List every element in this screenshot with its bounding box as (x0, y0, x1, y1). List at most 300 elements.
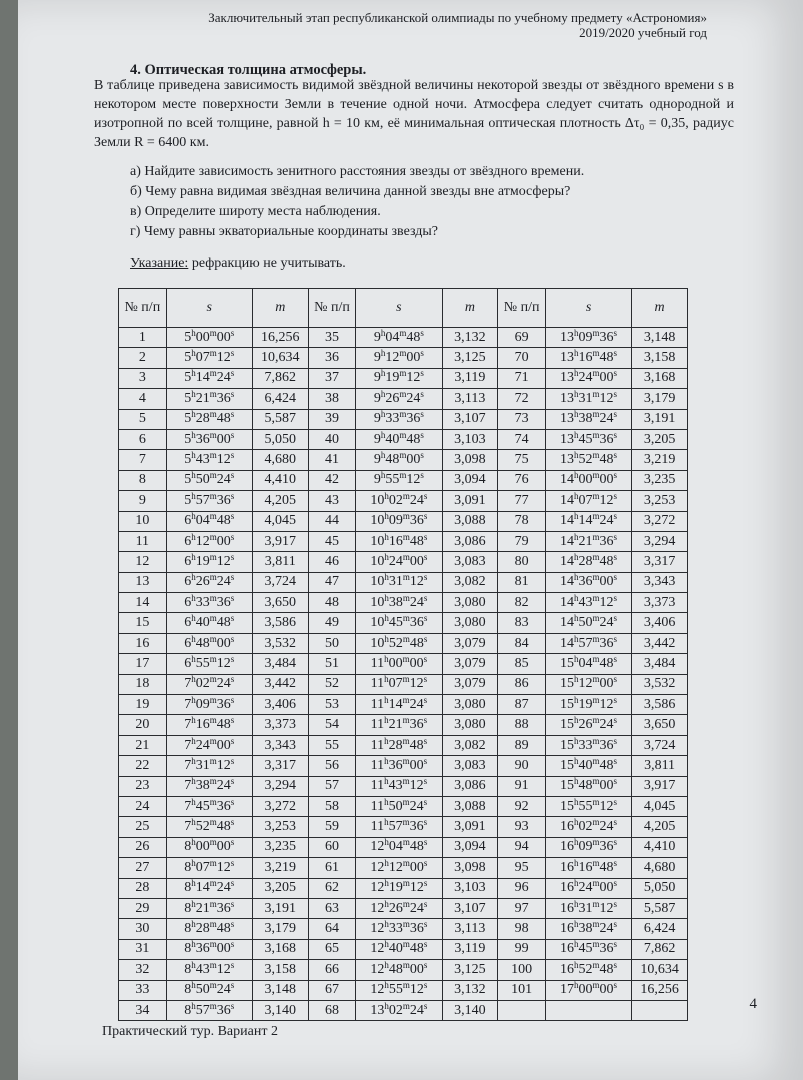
cell-magnitude: 3,079 (442, 654, 498, 674)
time-minutes: 19 (385, 370, 400, 386)
cell-magnitude: 5,050 (632, 878, 688, 898)
time-hours: 10 (370, 615, 385, 631)
time-seconds: 48 (409, 839, 424, 855)
cell-sidereal-time: 7$^h$02$^m$24$^s$ (166, 674, 252, 694)
time-seconds: 24 (216, 472, 231, 488)
time-hours: 14 (560, 615, 575, 631)
cell-magnitude: 3,317 (632, 552, 688, 572)
time-seconds: 48 (406, 329, 421, 345)
time-minutes: 21 (195, 390, 210, 406)
cell-magnitude: 7,862 (252, 368, 308, 388)
time-hours: 9 (373, 329, 381, 345)
cell-index: 10 (119, 511, 167, 531)
cell-index: 37 (308, 368, 356, 388)
cell-index: 84 (498, 633, 546, 653)
time-hours: 12 (370, 880, 385, 896)
time-seconds: 36 (409, 819, 424, 835)
cell-magnitude: 3,083 (442, 552, 498, 572)
cell-sidereal-time: 10$^h$31$^m$12$^s$ (356, 572, 442, 592)
cell-sidereal-time: 14$^h$36$^m$00$^s$ (545, 572, 631, 592)
time-seconds: 00 (599, 574, 614, 590)
header-n-1: № п/п (119, 289, 167, 328)
time-minutes: 57 (578, 635, 593, 651)
cell-index: 50 (308, 633, 356, 653)
cell-index: 7 (119, 450, 167, 470)
time-minutes: 31 (578, 900, 593, 916)
cell-sidereal-time: 14$^h$43$^m$12$^s$ (545, 593, 631, 613)
time-seconds: 12 (216, 452, 231, 468)
time-hours: 6 (184, 533, 192, 549)
time-minutes: 16 (578, 350, 593, 366)
time-seconds: 12 (216, 350, 231, 366)
cell-sidereal-time: 5$^h$00$^m$00$^s$ (166, 328, 252, 348)
cell-sidereal-time: 5$^h$21$^m$36$^s$ (166, 389, 252, 409)
time-minutes: 45 (578, 941, 593, 957)
cell-magnitude: 3,103 (442, 429, 498, 449)
cell-index: 22 (119, 756, 167, 776)
cell-sidereal-time: 7$^h$16$^m$48$^s$ (166, 715, 252, 735)
time-hours: 15 (560, 737, 575, 753)
time-minutes: 24 (195, 737, 210, 753)
time-seconds: 00 (216, 329, 231, 345)
cell-index: 89 (498, 735, 546, 755)
time-seconds: 24 (216, 676, 231, 692)
time-minutes: 50 (195, 982, 210, 998)
time-hours: 15 (560, 778, 575, 794)
cell-magnitude: 10,634 (632, 960, 688, 980)
cell-index: 16 (119, 633, 167, 653)
time-minutes: 33 (195, 594, 210, 610)
time-minutes: 21 (578, 533, 593, 549)
cell-magnitude (632, 1000, 688, 1020)
time-seconds: 24 (599, 411, 614, 427)
cell-sidereal-time: 16$^h$52$^m$48$^s$ (545, 960, 631, 980)
cell-sidereal-time: 5$^h$43$^m$12$^s$ (166, 450, 252, 470)
cell-magnitude: 3,094 (442, 837, 498, 857)
cell-index: 72 (498, 389, 546, 409)
cell-magnitude: 3,442 (252, 674, 308, 694)
header-n-2: № п/п (308, 289, 356, 328)
cell-sidereal-time: 14$^h$57$^m$36$^s$ (545, 633, 631, 653)
time-hours: 6 (184, 655, 192, 671)
time-seconds: 00 (599, 472, 614, 488)
time-minutes: 52 (195, 819, 210, 835)
cell-index: 71 (498, 368, 546, 388)
time-minutes: 04 (578, 655, 593, 671)
time-hours: 6 (184, 635, 192, 651)
cell-sidereal-time: 9$^h$40$^m$48$^s$ (356, 429, 442, 449)
time-hours: 13 (560, 452, 575, 468)
time-seconds: 00 (216, 941, 231, 957)
cell-index: 57 (308, 776, 356, 796)
time-hours: 9 (373, 350, 381, 366)
time-minutes: 38 (578, 411, 593, 427)
time-seconds: 36 (406, 411, 421, 427)
cell-sidereal-time: 8$^h$00$^m$00$^s$ (166, 837, 252, 857)
time-minutes: 07 (578, 492, 593, 508)
cell-sidereal-time: 7$^h$38$^m$24$^s$ (166, 776, 252, 796)
cell-sidereal-time: 15$^h$48$^m$00$^s$ (545, 776, 631, 796)
cell-sidereal-time: 8$^h$28$^m$48$^s$ (166, 919, 252, 939)
time-minutes: 38 (195, 778, 210, 794)
cell-magnitude: 3,086 (442, 531, 498, 551)
cell-magnitude: 3,272 (252, 796, 308, 816)
time-hours: 11 (370, 655, 385, 671)
cell-sidereal-time: 11$^h$07$^m$12$^s$ (356, 674, 442, 694)
time-hours: 11 (370, 717, 385, 733)
time-minutes: 02 (195, 676, 210, 692)
time-minutes: 24 (578, 880, 593, 896)
table-row (119, 633, 688, 653)
time-hours: 13 (560, 431, 575, 447)
cell-magnitude: 3,442 (632, 633, 688, 653)
time-hours: 7 (184, 819, 192, 835)
time-hours: 15 (560, 798, 575, 814)
time-seconds: 24 (409, 798, 424, 814)
time-minutes: 14 (388, 696, 403, 712)
cell-sidereal-time: 14$^h$28$^m$48$^s$ (545, 552, 631, 572)
cell-magnitude: 3,079 (442, 633, 498, 653)
question-a: а) Найдите зависимость зенитного расстояния звезды от звёздного времени. (130, 164, 585, 179)
time-minutes: 19 (388, 880, 403, 896)
cell-index: 74 (498, 429, 546, 449)
time-hours: 13 (560, 350, 575, 366)
time-hours: 14 (560, 574, 575, 590)
time-hours: 7 (184, 717, 192, 733)
time-hours: 12 (370, 941, 385, 957)
time-minutes: 26 (388, 900, 403, 916)
table-row (119, 409, 688, 429)
cell-sidereal-time: 13$^h$38$^m$24$^s$ (545, 409, 631, 429)
time-minutes: 12 (388, 859, 403, 875)
cell-magnitude: 3,343 (632, 572, 688, 592)
cell-magnitude: 3,098 (442, 858, 498, 878)
time-hours: 17 (560, 982, 575, 998)
cell-magnitude: 3,219 (632, 450, 688, 470)
time-hours: 8 (184, 982, 192, 998)
cell-sidereal-time: 6$^h$04$^m$48$^s$ (166, 511, 252, 531)
cell-sidereal-time: 10$^h$45$^m$36$^s$ (356, 613, 442, 633)
cell-index: 27 (119, 858, 167, 878)
cell-index: 46 (308, 552, 356, 572)
time-seconds: 36 (599, 329, 614, 345)
cell-magnitude: 3,811 (632, 756, 688, 776)
cell-index: 59 (308, 817, 356, 837)
time-hours: 8 (184, 921, 192, 937)
cell-sidereal-time: 12$^h$26$^m$24$^s$ (356, 898, 442, 918)
cell-index: 86 (498, 674, 546, 694)
time-minutes: 00 (578, 982, 593, 998)
time-minutes: 19 (578, 696, 593, 712)
time-hours: 9 (373, 431, 381, 447)
cell-sidereal-time: 12$^h$48$^m$00$^s$ (356, 960, 442, 980)
cell-magnitude: 3,253 (252, 817, 308, 837)
cell-index: 36 (308, 348, 356, 368)
cell-magnitude: 3,532 (252, 633, 308, 653)
time-minutes: 33 (385, 411, 400, 427)
cell-index: 9 (119, 491, 167, 511)
cell-sidereal-time: 8$^h$50$^m$24$^s$ (166, 980, 252, 1000)
time-hours: 13 (370, 1002, 385, 1018)
cell-index: 21 (119, 735, 167, 755)
time-minutes: 07 (388, 676, 403, 692)
cell-magnitude: 3,148 (252, 980, 308, 1000)
cell-sidereal-time: 13$^h$24$^m$00$^s$ (545, 368, 631, 388)
time-minutes: 02 (578, 819, 593, 835)
time-seconds: 00 (599, 880, 614, 896)
time-hours: 12 (370, 900, 385, 916)
time-hours: 10 (370, 513, 385, 529)
time-hours: 6 (184, 553, 192, 569)
data-table (118, 288, 688, 1021)
time-minutes: 07 (195, 859, 210, 875)
time-hours: 11 (370, 737, 385, 753)
cell-magnitude: 3,080 (442, 613, 498, 633)
cell-magnitude: 3,406 (252, 695, 308, 715)
cell-sidereal-time: 10$^h$16$^m$48$^s$ (356, 531, 442, 551)
table-row (119, 960, 688, 980)
time-seconds: 36 (599, 839, 614, 855)
time-hours: 9 (373, 411, 381, 427)
cell-index: 53 (308, 695, 356, 715)
cell-index: 92 (498, 796, 546, 816)
cell-index: 4 (119, 389, 167, 409)
table-row (119, 328, 688, 348)
cell-sidereal-time: 9$^h$26$^m$24$^s$ (356, 389, 442, 409)
time-hours: 12 (370, 921, 385, 937)
cell-sidereal-time: 7$^h$52$^m$48$^s$ (166, 817, 252, 837)
time-minutes: 33 (388, 921, 403, 937)
time-seconds: 00 (216, 431, 231, 447)
time-hours: 15 (560, 757, 575, 773)
time-minutes: 38 (388, 594, 403, 610)
table-row (119, 450, 688, 470)
time-minutes: 28 (195, 921, 210, 937)
time-hours: 10 (370, 492, 385, 508)
cell-index: 14 (119, 593, 167, 613)
time-seconds: 12 (409, 778, 424, 794)
cell-sidereal-time: 6$^h$55$^m$12$^s$ (166, 654, 252, 674)
time-minutes: 21 (388, 717, 403, 733)
time-hours: 9 (373, 472, 381, 488)
time-minutes: 50 (388, 798, 403, 814)
time-seconds: 00 (409, 757, 424, 773)
time-seconds: 48 (216, 819, 231, 835)
cell-magnitude: 3,107 (442, 898, 498, 918)
cell-magnitude: 3,103 (442, 878, 498, 898)
time-seconds: 00 (599, 676, 614, 692)
cell-magnitude: 3,086 (442, 776, 498, 796)
cell-sidereal-time: 8$^h$36$^m$00$^s$ (166, 939, 252, 959)
table-row (119, 858, 688, 878)
time-hours: 7 (184, 778, 192, 794)
cell-index: 82 (498, 593, 546, 613)
time-minutes: 12 (195, 533, 210, 549)
cell-magnitude: 3,088 (442, 511, 498, 531)
time-seconds: 36 (599, 635, 614, 651)
time-hours: 5 (184, 329, 192, 345)
time-hours: 5 (184, 390, 192, 406)
time-minutes: 02 (388, 1002, 403, 1018)
cell-magnitude: 7,862 (632, 939, 688, 959)
time-minutes: 55 (578, 798, 593, 814)
time-seconds: 12 (599, 696, 614, 712)
header-line-2: 2019/2020 учебный год (579, 25, 707, 40)
cell-sidereal-time: 12$^h$55$^m$12$^s$ (356, 980, 442, 1000)
cell-index: 43 (308, 491, 356, 511)
cell-magnitude: 3,532 (632, 674, 688, 694)
time-minutes: 26 (385, 390, 400, 406)
time-hours: 6 (184, 513, 192, 529)
table-row (119, 1000, 688, 1020)
time-hours: 6 (184, 574, 192, 590)
cell-sidereal-time: 8$^h$57$^m$36$^s$ (166, 1000, 252, 1020)
time-seconds: 00 (409, 553, 424, 569)
table-row (119, 817, 688, 837)
time-minutes: 33 (578, 737, 593, 753)
time-seconds: 12 (406, 370, 421, 386)
time-minutes: 00 (195, 329, 210, 345)
table-row (119, 531, 688, 551)
cell-magnitude: 3,373 (252, 715, 308, 735)
time-seconds: 12 (216, 553, 231, 569)
cell-magnitude: 16,256 (252, 328, 308, 348)
cell-magnitude: 3,168 (632, 368, 688, 388)
time-seconds: 36 (409, 615, 424, 631)
time-minutes: 48 (195, 635, 210, 651)
time-seconds: 48 (409, 533, 424, 549)
cell-index: 79 (498, 531, 546, 551)
time-hours: 12 (370, 961, 385, 977)
time-hours: 12 (370, 839, 385, 855)
cell-sidereal-time: 16$^h$02$^m$24$^s$ (545, 817, 631, 837)
time-minutes: 57 (195, 1002, 210, 1018)
table-header-row (119, 289, 688, 328)
cell-magnitude: 3,140 (252, 1000, 308, 1020)
cell-sidereal-time: 9$^h$19$^m$12$^s$ (356, 368, 442, 388)
cell-index: 47 (308, 572, 356, 592)
header-s-2: s (356, 289, 442, 328)
cell-sidereal-time: 12$^h$33$^m$36$^s$ (356, 919, 442, 939)
time-hours: 8 (184, 941, 192, 957)
time-seconds: 00 (409, 859, 424, 875)
time-hours: 12 (370, 982, 385, 998)
time-minutes: 26 (195, 574, 210, 590)
time-hours: 14 (560, 492, 575, 508)
time-minutes: 31 (578, 390, 593, 406)
time-seconds: 48 (409, 737, 424, 753)
time-seconds: 24 (216, 982, 231, 998)
task-intro (94, 76, 734, 152)
time-seconds: 00 (216, 635, 231, 651)
cell-magnitude: 3,272 (632, 511, 688, 531)
cell-index: 29 (119, 898, 167, 918)
cell-sidereal-time: 16$^h$45$^m$36$^s$ (545, 939, 631, 959)
time-seconds: 36 (409, 513, 424, 529)
cell-sidereal-time: 8$^h$21$^m$36$^s$ (166, 898, 252, 918)
cell-sidereal-time: 6$^h$26$^m$24$^s$ (166, 572, 252, 592)
cell-magnitude: 4,680 (252, 450, 308, 470)
table-row (119, 572, 688, 592)
cell-magnitude: 3,158 (252, 960, 308, 980)
time-minutes: 12 (578, 676, 593, 692)
cell-sidereal-time: 9$^h$12$^m$00$^s$ (356, 348, 442, 368)
time-hours: 13 (560, 370, 575, 386)
time-hours: 15 (560, 676, 575, 692)
time-hours: 5 (184, 411, 192, 427)
cell-sidereal-time: 10$^h$38$^m$24$^s$ (356, 593, 442, 613)
cell-index: 78 (498, 511, 546, 531)
cell-magnitude: 3,724 (632, 735, 688, 755)
cell-index: 25 (119, 817, 167, 837)
time-minutes: 43 (388, 778, 403, 794)
task-questions (130, 162, 584, 242)
time-hours: 14 (560, 635, 575, 651)
time-seconds: 12 (406, 472, 421, 488)
cell-index: 91 (498, 776, 546, 796)
cell-index: 85 (498, 654, 546, 674)
time-minutes: 40 (388, 941, 403, 957)
time-seconds: 48 (216, 615, 231, 631)
cell-sidereal-time: 11$^h$57$^m$36$^s$ (356, 817, 442, 837)
time-seconds: 36 (216, 390, 231, 406)
cell-magnitude: 4,410 (632, 837, 688, 857)
cell-index: 19 (119, 695, 167, 715)
table-row (119, 613, 688, 633)
time-minutes: 40 (578, 757, 593, 773)
cell-sidereal-time: 11$^h$50$^m$24$^s$ (356, 796, 442, 816)
time-minutes: 14 (195, 370, 210, 386)
cell-magnitude: 3,082 (442, 735, 498, 755)
table-row (119, 878, 688, 898)
cell-sidereal-time: 15$^h$55$^m$12$^s$ (545, 796, 631, 816)
cell-magnitude: 3,179 (632, 389, 688, 409)
cell-magnitude: 3,132 (442, 980, 498, 1000)
time-minutes: 31 (195, 757, 210, 773)
time-minutes: 55 (388, 982, 403, 998)
cell-magnitude: 3,586 (252, 613, 308, 633)
time-minutes: 09 (195, 696, 210, 712)
hint-label: Указание: (130, 256, 189, 271)
time-minutes: 28 (578, 553, 593, 569)
cell-sidereal-time: 7$^h$09$^m$36$^s$ (166, 695, 252, 715)
time-minutes: 52 (578, 961, 593, 977)
cell-index: 15 (119, 613, 167, 633)
table-row (119, 776, 688, 796)
cell-index: 40 (308, 429, 356, 449)
time-minutes: 36 (388, 757, 403, 773)
time-seconds: 12 (216, 859, 231, 875)
header-s-1: s (166, 289, 252, 328)
time-seconds: 24 (599, 717, 614, 733)
cell-sidereal-time: 10$^h$02$^m$24$^s$ (356, 491, 442, 511)
time-minutes: 16 (195, 717, 210, 733)
cell-sidereal-time: 6$^h$12$^m$00$^s$ (166, 531, 252, 551)
question-d: г) Чему равны экваториальные координаты звезды? (130, 224, 438, 239)
time-minutes: 16 (388, 533, 403, 549)
time-minutes: 14 (195, 880, 210, 896)
cell-index: 11 (119, 531, 167, 551)
cell-sidereal-time: 7$^h$45$^m$36$^s$ (166, 796, 252, 816)
cell-sidereal-time: 13$^h$31$^m$12$^s$ (545, 389, 631, 409)
time-seconds: 24 (599, 819, 614, 835)
time-hours: 8 (184, 961, 192, 977)
cell-index: 58 (308, 796, 356, 816)
cell-index: 55 (308, 735, 356, 755)
time-minutes: 36 (578, 574, 593, 590)
header-m-2: m (442, 289, 498, 328)
time-hours: 9 (373, 390, 381, 406)
